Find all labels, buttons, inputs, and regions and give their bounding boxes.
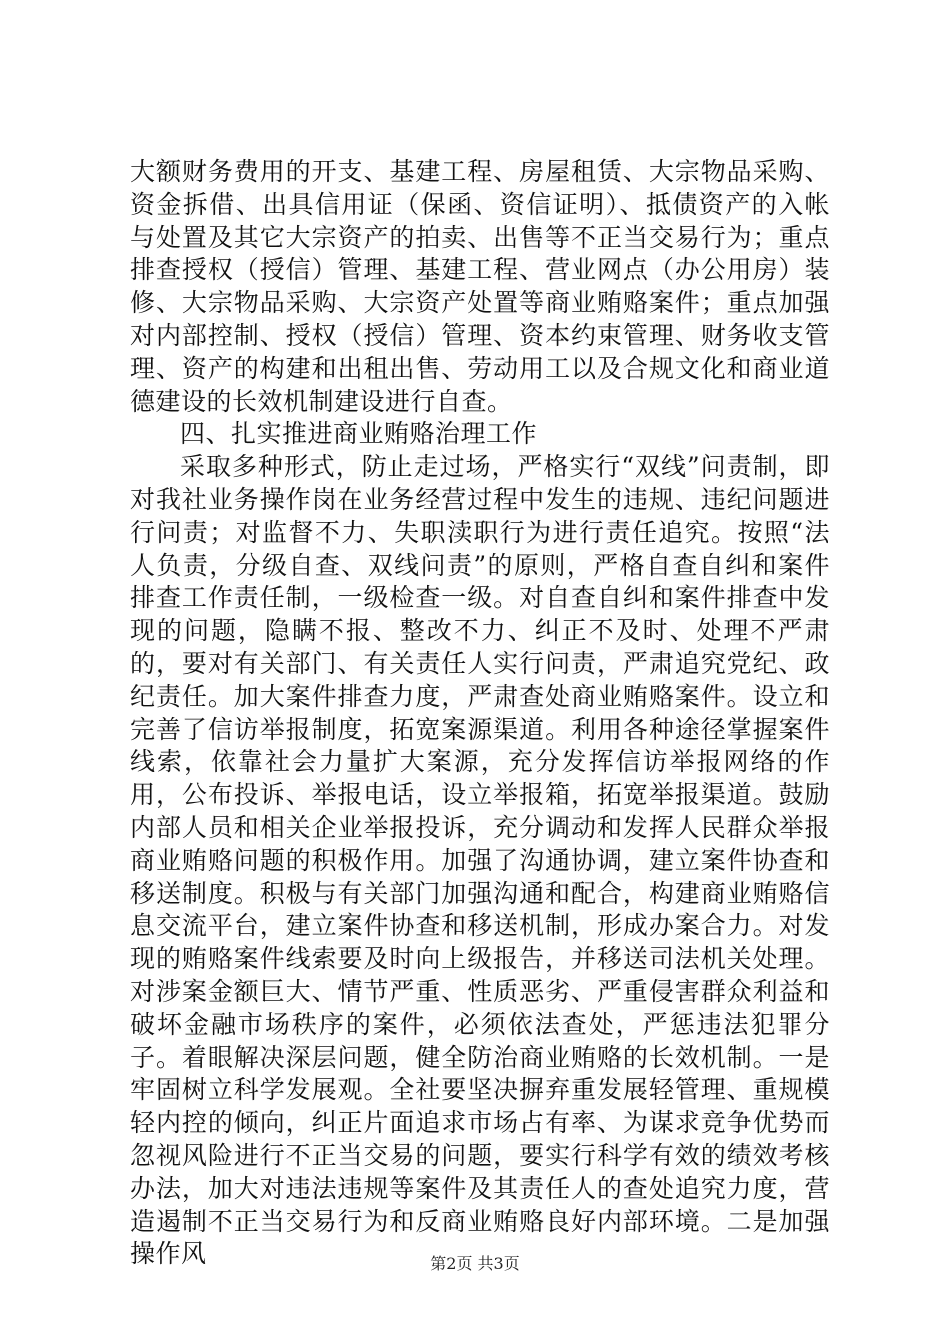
paragraph-main: 采取多种形式，防止走过场，严格实行“双线”问责制，即对我社业务操作岗在业务经营过程中发生的违规、违纪问题进行问责；对监督不力、失职渎职行为进行责任追究。按照“法人负责，分级自查、双线问责”的原则，严格自查自纠和案件排查工作责任制，一级检查一级。对自查自纠和案件排查中发现的问题，隐瞒不报、整改不力、纠正不及时、处理不严肃的，要对有关部门、有关责任人实行问责，严肃追究党纪、政纪责任。加大案件排查力度，严肃查处商业贿赂案件。设立和完善了信访举报制度，拓宽案源渠道。利用各种途径掌握案件线索，依靠社会力量扩大案源，充分发挥信访举报网络的作用，公布投诉、举报电话，设立举报箱，拓宽举报渠道。鼓励内部人员和相关企业举报投诉，充分调动和发挥人民群众举报商业贿赂问题的积极作用。加强了沟通协调，建立案件协查和移送制度。积极与有关部门加强沟通和配合，构建商业贿赂信息交流平台，建立案件协查和移送机制，形成办案合力。对发现的贿赂案件线索要及时向上级报告，并移送司法机关处理。对涉案金额巨大、情节严重、性质恶劣、严重侵害群众利益和破坏金融市场秩序的案件，必须依法查处，严惩违法犯罪分子。着眼解决深层问题，健全防治商业贿赂的长效机制。一是牢固树立科学发展观。全社要坚决摒弃重发展轻管理、重规模轻内控的倾向，纠正片面追求市场占有率、为谋求竞争优势而忽视风险进行不正当交易的问题，要实行科学有效的绩效考核办法，加大对违法违规等案件及其责任人的查处追究力度，营造遏制不正当交易行为和反商业贿赂良好内部环境。二是加强操作风	[130, 452, 830, 1269]
section-heading-4: 四、扎实推进商业贿赂治理工作	[180, 419, 538, 449]
page-footer: 第2页 共3页	[430, 1254, 520, 1273]
document-body	[130, 156, 830, 1271]
paragraph-continued: 大额财务费用的开支、基建工程、房屋租赁、大宗物品采购、资金拆借、出具信用证（保函、资信证明）、抵债资产的入帐与处置及其它大宗资产的拍卖、出售等不正当交易行为；重点排查授权（授信）管理、基建工程、营业网点（办公用房）装修、大宗物品采购、大宗资产处置等商业贿赂案件；重点加强对内部控制、授权（授信）管理、资本约束管理、财务收支管理、资产的构建和出租出售、劳动用工以及合规文化和商业道德建设的长效机制建设进行自查。	[130, 157, 830, 416]
